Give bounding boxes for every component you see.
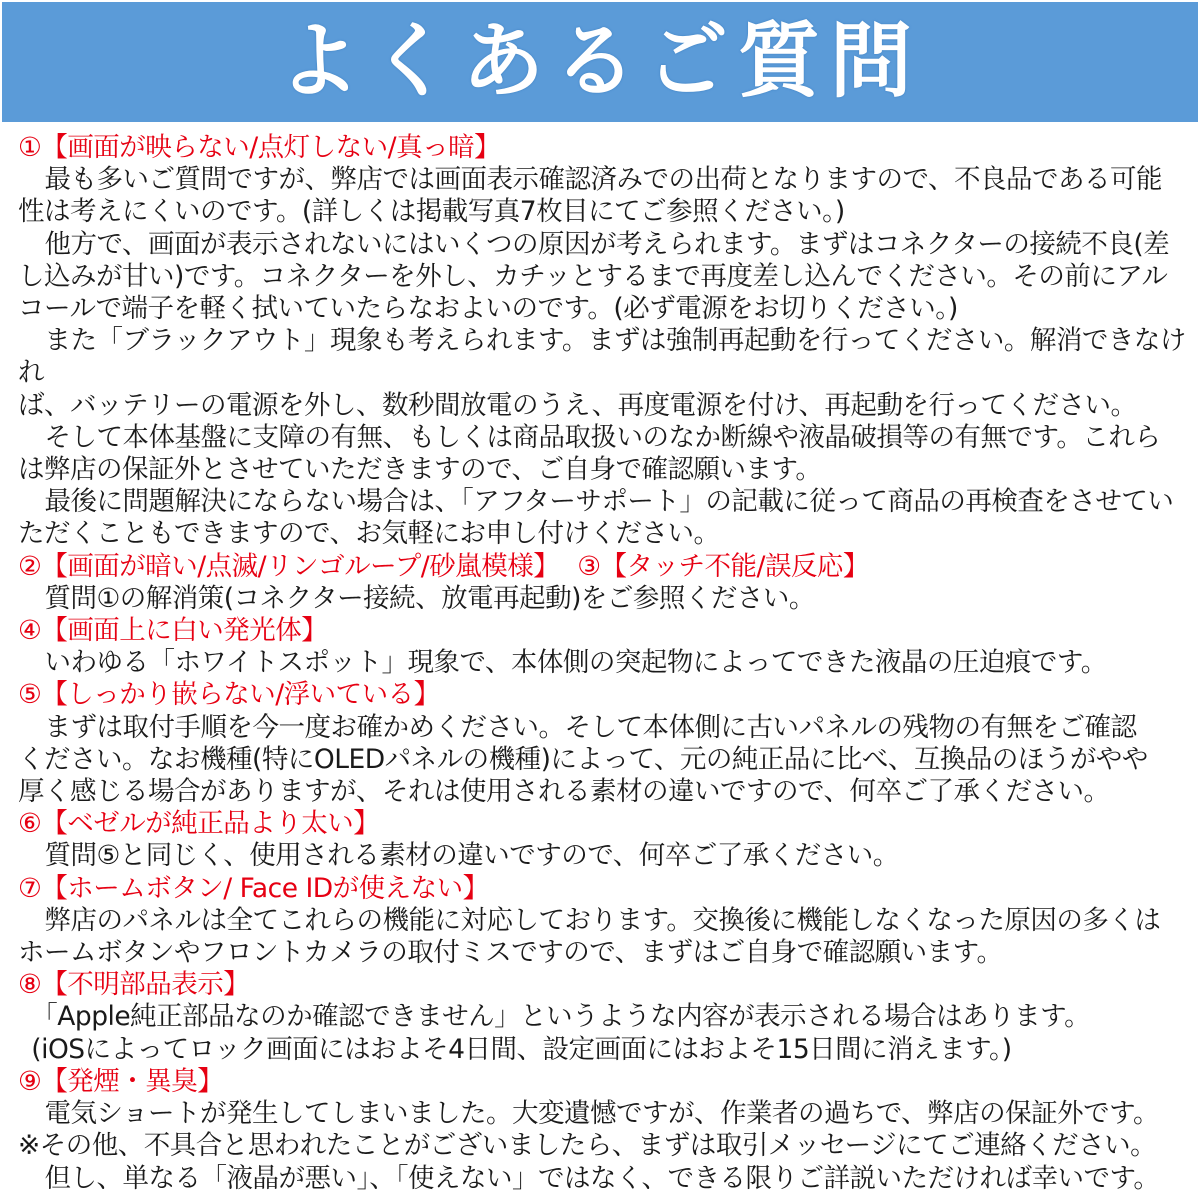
text-line: し込みが甘い)です。コネクターを外し、カチッとするまで再度差し込んでください。その前にアル [18, 260, 1168, 292]
faq-heading-7: ⑦【ホームボタン/ Face IDが使えない】 [18, 872, 489, 904]
text-line: 厚く感じる場合がありますが、それは使用される素材の違いですので、何卒ご了承ください。 [18, 776, 1110, 808]
faq-paragraph [18, 905, 1188, 969]
text-line: ください。なお機種(特にOLEDパネルの機種)によって、元の純正品に比べ、互換品のほうがやや [18, 743, 1148, 775]
faq-heading-6: ⑥【ベゼルが純正品より太い】 [18, 808, 380, 840]
text-line: 他方で、画面が表示されないにはいくつの原因が考えられます。まずはコネクターの接続不良(差 [44, 228, 1170, 260]
faq-heading-3: ③【タッチ不能/誤反応】 [577, 550, 869, 582]
faq-paragraph [18, 422, 1188, 486]
faq-heading-9: ⑨【発煙・異臭】 [18, 1065, 224, 1097]
text-line: は弊店の保証外とさせていただきますので、ご自身で確認願います。 [18, 454, 822, 486]
text-line: コールで端子を軽く拭いていたらなおよいのです。(必ず電源をお切りください。) [18, 293, 958, 325]
text-line: そして本体基盤に支障の有無、もしくは商品取扱いのなか断線や液晶破損等の有無です。これら [44, 421, 1161, 453]
faq-heading-1: ①【画面が映らない/点灯しない/真っ暗】 [18, 132, 501, 163]
faq-paragraph [18, 840, 1188, 872]
text-line: 最後に問題解決にならない場合は、「アフターサポート」の記載に従って商品の再検査をさせてい [44, 486, 1174, 518]
text-line: また「ブラックアウト」現象も考えられます。まずは強制再起動を行ってください。解消できなけれ [18, 325, 1186, 389]
text-line: ただくこともできますので、お気軽にお申し付けください。 [18, 518, 720, 550]
faq-heading-4: ④【画面上に白い発光体】 [18, 615, 328, 647]
text-line: いわゆる「ホワイトスポット」現象で、本体側の突起物によってできた液晶の圧迫痕です。 [44, 647, 1107, 679]
text-line: 最も多いご質問ですが、弊店では画面表示確認済みでの出荷となりますので、不良品である可能 [44, 164, 1162, 196]
text-line: 性は考えにくいのです。(詳しくは掲載写真7枚目にてご参照ください。) [18, 196, 845, 228]
text-line: まずは取付手順を今一度お確かめください。そして本体側に古いパネルの残物の有無をご確認 [44, 711, 1137, 743]
text-line: ば、バッテリーの電源を外し、数秒間放電のうえ、再度電源を付け、再起動を行ってください。 [18, 389, 1137, 421]
text-line: 質問①の解消策(コネクター接続、放電再起動)をご参照ください。 [44, 582, 815, 614]
footer-note-2: 但し、単なる「液晶が悪い」、「使えない」ではなく、できる限りご詳説いただければ幸いです。 [44, 1162, 1160, 1194]
text-line: 電気ショートが発生してしまいました。大変遺憾ですが、作業者の過ちで、弊店の保証外です。 [44, 1098, 1160, 1130]
faq-paragraph [18, 164, 1188, 228]
text-line: 「Apple純正部品なのか確認できません」というような内容が表示される場合はあります。 [31, 1001, 1091, 1033]
text-line: 質問⑤と同じく、使用される素材の違いですので、何卒ご了承ください。 [44, 840, 899, 872]
page-title: よくあるご質問 [277, 14, 922, 109]
faq-heading-8: ⑧【不明部品表示】 [18, 969, 250, 1001]
text-line: (iOSによってロック画面にはおよそ4日間、設定画面にはおよそ15日間に消えます。) [31, 1033, 1012, 1065]
faq-heading-5: ⑤【しっかり嵌らない/浮いている】 [18, 679, 440, 711]
faq-paragraph [18, 583, 1188, 615]
text-line: ホームボタンやフロントカメラの取付ミスですので、まずはご自身で確認願います。 [18, 937, 1003, 969]
faq-paragraph [18, 486, 1188, 550]
footer-note: ※その他、不具合と思われたことがございましたら、まずは取引メッセージにてご連絡ください。 [18, 1130, 1157, 1162]
faq-heading-2: ②【画面が暗い/点滅/リンゴループ/砂嵐模様】 [18, 550, 560, 582]
faq-content [18, 132, 1188, 1195]
title-banner [2, 2, 1198, 122]
faq-heading-2-3 [18, 551, 1188, 583]
text-line: 弊店のパネルは全てこれらの機能に対応しております。交換後に機能しなくなった原因の多くは [44, 904, 1161, 936]
faq-paragraph [18, 325, 1188, 422]
faq-paragraph [18, 712, 1188, 809]
faq-paragraph [18, 1001, 1188, 1065]
faq-paragraph [18, 647, 1188, 679]
faq-paragraph [18, 229, 1188, 326]
faq-paragraph [18, 1098, 1188, 1130]
